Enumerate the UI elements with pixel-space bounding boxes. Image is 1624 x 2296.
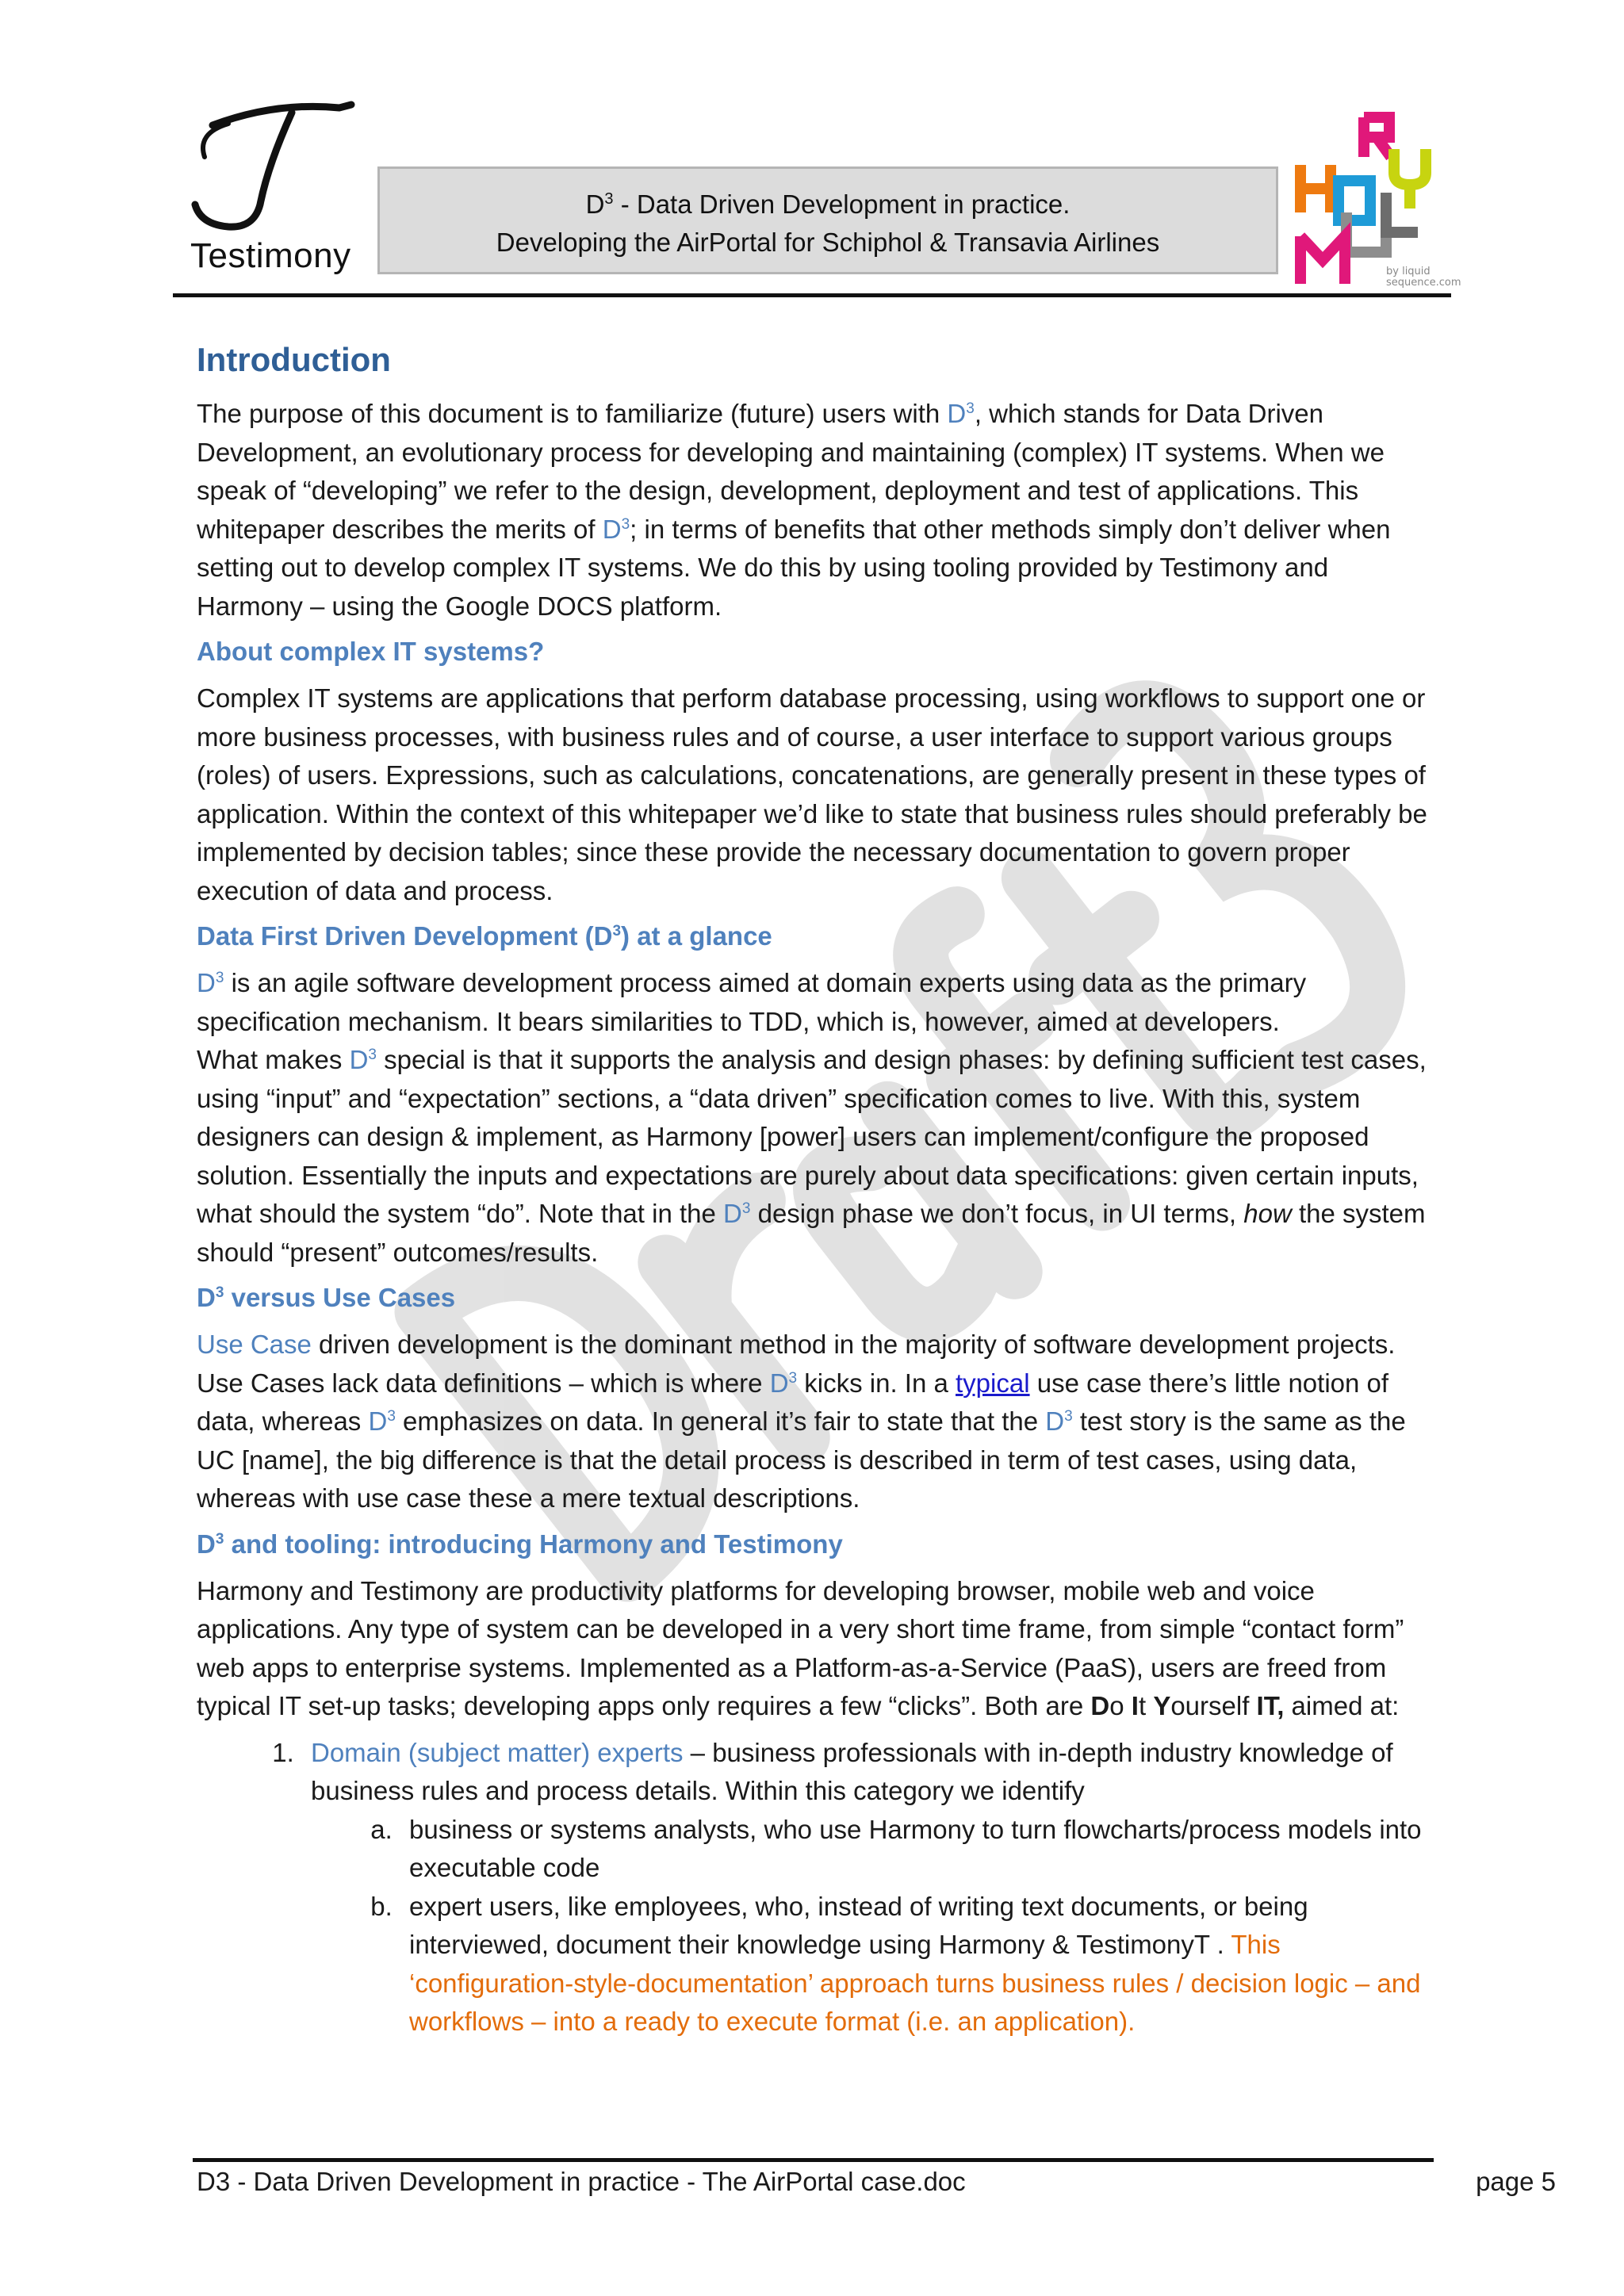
audience-list: [197, 1734, 1434, 2042]
list-item: b. expert users, like employees, who, instead of writing text documents, or being interviewed, document their knowledge using Harmony & TestimonyT . This ‘configuration-style-documentation’ approach turns business rules / decision logic – and workflows – into a ready to execute format (i.e. an application).: [400, 1888, 1434, 2042]
document-body: [197, 333, 1434, 2042]
footer-document-name: D3 - Data Driven Development in practice - The AirPortal case.doc: [197, 2167, 966, 2196]
document-title-box: [377, 166, 1278, 274]
tooling-paragraph: Harmony and Testimony are productivity platforms for developing browser, mobile web and voice applications. Any type of system can be developed in a very short time frame, from simple “contact form” web apps to enterprise systems. Implemented as a Platform-as-a-Service (PaaS), users are freed from typical IT set-up tasks; developing apps only requires a few “clicks”. Both are Do It Yourself IT, aimed at:: [197, 1575, 1404, 1720]
audience-sublist: [311, 1811, 1434, 2042]
testimony-logo: [181, 94, 355, 284]
complex-systems-heading: About complex IT systems?: [197, 637, 545, 666]
header-rule: [173, 293, 1451, 297]
harmony-caption-1: by liquid: [1386, 266, 1431, 277]
testimony-t-glyph: [181, 94, 355, 236]
list-item: a. business or systems analysts, who use Harmony to turn flowcharts/process models into executable code: [400, 1811, 1434, 1888]
tooling-heading: $D^3$ and tooling: introducing Harmony and Testimony: [197, 1529, 843, 1559]
list-item: 1. Domain (subject matter) experts – business professionals with in-depth industry knowledge of business rules and process details. Within this category we identify a. business or systems analysts, who use Harmony to turn flowcharts/process models into executable code b. expert users, like employees, who, instead of writing text documents, or being interviewed, document their knowledge using Harmony & TestimonyT . This ‘configuration-style-documentation’ approach turns business rules / decision logic – and workflows – into a ready to execute format (i.e. an application).: [301, 1734, 1434, 2042]
introduction-heading: Introduction: [197, 341, 391, 378]
page-header: [173, 94, 1461, 300]
use-cases-paragraph: Use Case driven development is the dominant method in the majority of software development projects. Use Cases lack data definitions – which is where $D^3$ kicks in. In a typical use case there’s little notion of data, whereas $D^3$ emphasizes on data. In general it’s fair to state that the $D^3$ test story is the same as the UC [name], the big difference is that the detail process is described in term of test cases, using data, whereas with use case these a mere textual descriptions.: [197, 1330, 1406, 1513]
harmony-caption-2: sequence.com: [1386, 277, 1461, 289]
page-number: page 5: [1476, 2167, 1556, 2196]
typical-link[interactable]: typical: [956, 1368, 1030, 1398]
use-cases-heading: $D^3$ versus Use Cases: [197, 1283, 456, 1312]
testimony-logo-text: Testimony: [190, 236, 351, 275]
harmony-logo: [1291, 101, 1461, 292]
introduction-paragraph: The purpose of this document is to familiarize (future) users with $D^3$, which stands for Data Driven Development, an evolutionary process for developing and maintaining (complex) IT systems. When we speak of “developing” we refer to the design, development, deployment and test of applications. This whitepaper describes the merits of $D^3$; in terms of benefits that other methods simply don’t deliver when setting out to develop complex IT systems. We do this by using tooling provided by Testimony and Harmony – using the Google DOCS platform.: [197, 399, 1391, 621]
footer-rule: [193, 2158, 1434, 2162]
glance-paragraph: $D^3$ is an agile software development process aimed at domain experts using data as the primary specification mechanism. It bears similarities to TDD, which is, however, aimed at developers. What makes $D^3$ special is that it supports the analysis and design phases: by defining sufficient test cases, using “input” and “expectation” sections, a “data driven” specification comes to live. With this, system designers can design & implement, as Harmony [power] users can implement/configure the proposed solution. Essentially the inputs and expectations are purely about data specifications: given certain inputs, what should the system “do”. Note that in the $D^3$ design phase we don’t focus, in UI terms, how the system should “present” outcomes/results.: [197, 968, 1427, 1267]
glance-heading: Data First Driven Development $(D^3)$ at a glance: [197, 921, 772, 951]
complex-systems-paragraph: Complex IT systems are applications that perform database processing, using workflows to support one or more business processes, with business rules and of course, a user interface to support various groups (roles) of users. Expressions, such as calculations, concatenations, are generally present in these types of application. Within the context of this whitepaper we’d like to state that business rules should preferably be implemented by decision tables; since these provide the necessary documentation to govern proper execution of data and process.: [197, 683, 1427, 905]
title-line-2: Developing the AirPortal for Schiphol & Transavia Airlines: [496, 227, 1160, 257]
title-line-1: $D^3$ - Data Driven Development in practice.: [585, 189, 1071, 219]
